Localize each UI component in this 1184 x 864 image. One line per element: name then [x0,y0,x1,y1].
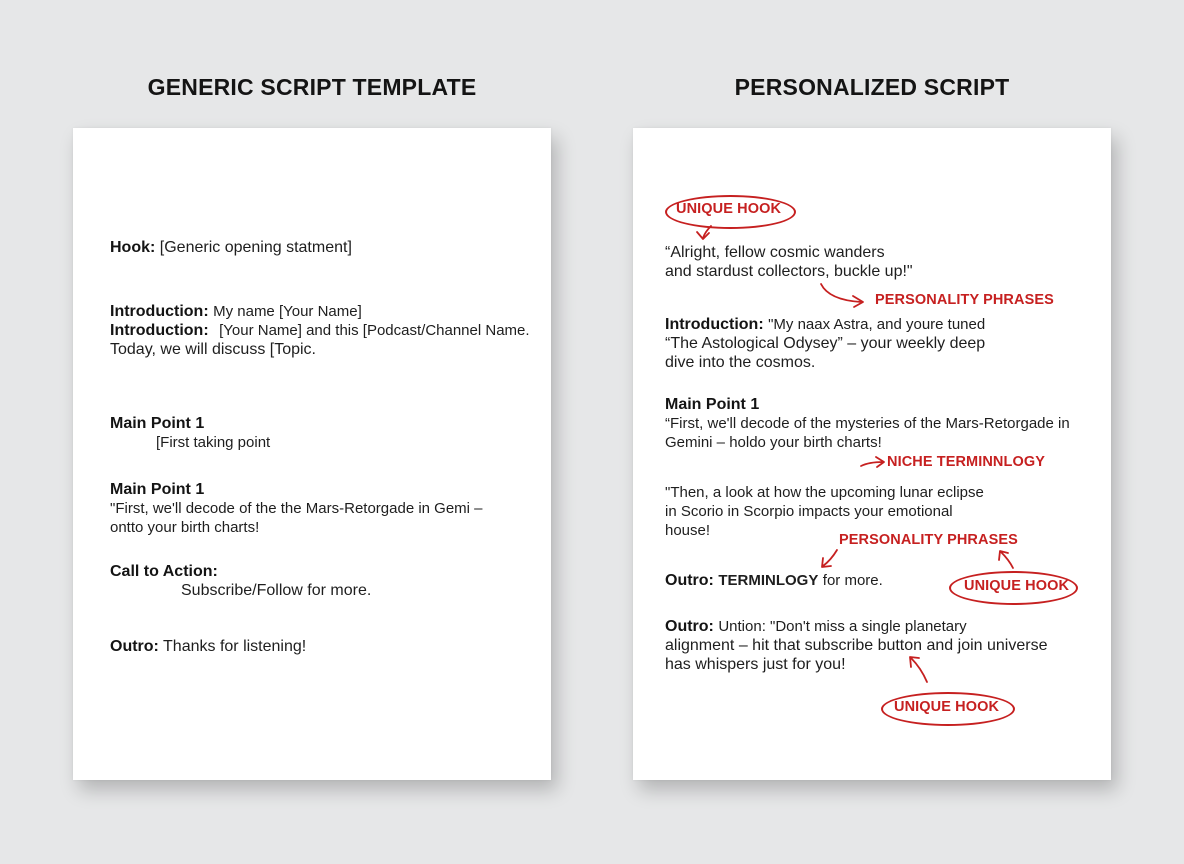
personalized-then-line-2: in Scorio in Scorpio impacts your emotional [665,503,953,520]
generic-main-point-2-line-2: ontto your birth charts! [110,519,260,536]
generic-main-point-1-label [110,414,204,433]
generic-hook [110,238,352,257]
personalized-outro-1-bold: TERMINLOGY [718,572,819,589]
personalized-intro-text-1: "My naax Astra, and youre tuned [768,316,986,333]
generic-intro-line-1 [110,302,362,321]
generic-template-title: GENERIC SCRIPT TEMPLATE [147,74,477,100]
personalized-outro-2-text-1: Untion: "Don't miss a single planetary [718,618,967,635]
personalized-then-line-3: house! [665,522,711,539]
personalized-hook-line-2: and stardust collectors, buckle up!" [665,263,913,280]
generic-outro-text: Thanks for listening! [163,638,307,655]
generic-intro-line-2 [110,321,530,340]
personalized-hook-line-1: “Alright, fellow cosmic wanders [665,244,885,261]
generic-main-point-2-label [110,480,204,499]
generic-cta-heading: Call to Action: [110,563,218,580]
unique-hook-label-1: UNIQUE HOOK [676,201,782,217]
personalized-intro-line-2: “The Astological Odysey” – your weekly deep [665,335,986,352]
personalized-main1-heading: Main Point 1 [665,396,760,413]
generic-intro-label-2: Introduction: [110,322,209,339]
arrow-niche [861,457,884,467]
personalized-script-title: PERSONALIZED SCRIPT [734,74,1010,100]
generic-hook-text: [Generic opening statment] [159,239,352,256]
generic-intro-line-3: Today, we will discuss [Topic. [110,341,316,358]
personalized-main-point-1-line-1: “First, we'll decode of the mysteries of the Mars-Retorgade in [665,415,1070,432]
personalized-intro-label: Introduction: [665,316,764,333]
personalized-outro-2-line-2: alignment – hit that subscribe button and join universe [665,637,1048,654]
arrow-personality-1 [821,284,863,307]
personalized-intro-line-1 [665,315,985,334]
personality-phrases-label-2: PERSONALITY PHRASES [839,532,1018,548]
personalized-outro-2-line-1 [665,617,967,636]
personalized-outro-2-label: Outro: [665,618,714,635]
personalized-then-line-1: "Then, a look at how the upcoming lunar eclipse [665,484,984,501]
personalized-intro-line-3: dive into the cosmos. [665,354,816,371]
personalized-outro-1-label: Outro: [665,572,714,589]
arrow-unique-hook-2 [999,551,1013,568]
generic-cta-label [110,562,218,581]
personalized-script-page [633,128,1111,780]
personality-phrases-label-1: PERSONALITY PHRASES [875,292,1054,308]
generic-main2-heading: Main Point 1 [110,481,205,498]
generic-intro-text-1: My name [Your Name] [213,303,362,320]
generic-hook-label: Hook: [110,239,156,256]
generic-main-point-1-text: [First taking point [156,434,271,451]
unique-hook-label-3: UNIQUE HOOK [894,699,1000,715]
niche-terminology-label: NICHE TERMINNLOGY [887,454,1045,470]
generic-intro-label-1: Introduction: [110,303,209,320]
personalized-outro-1-text: for more. [822,572,883,589]
arrow-personality-2 [822,550,837,567]
generic-outro [110,637,306,656]
personalized-main-point-1-line-2: Gemini – holdo your birth charts! [665,434,882,451]
generic-cta-text: Subscribe/Follow for more. [181,582,372,599]
personalized-outro-1 [665,571,883,590]
generic-main1-heading: Main Point 1 [110,415,205,432]
arrow-unique-hook-3 [910,657,927,682]
unique-hook-label-2: UNIQUE HOOK [964,578,1070,594]
generic-main-point-2-line-1: "First, we'll decode of the the Mars-Retorgade in Gemi – [110,500,483,517]
personalized-outro-2-line-3: has whispers just for you! [665,656,846,673]
personalized-main-point-1-label [665,395,759,414]
generic-outro-label: Outro: [110,638,159,655]
generic-intro-text-2: [Your Name] and this [Podcast/Channel Name. [219,322,530,339]
generic-script-page [73,128,551,780]
